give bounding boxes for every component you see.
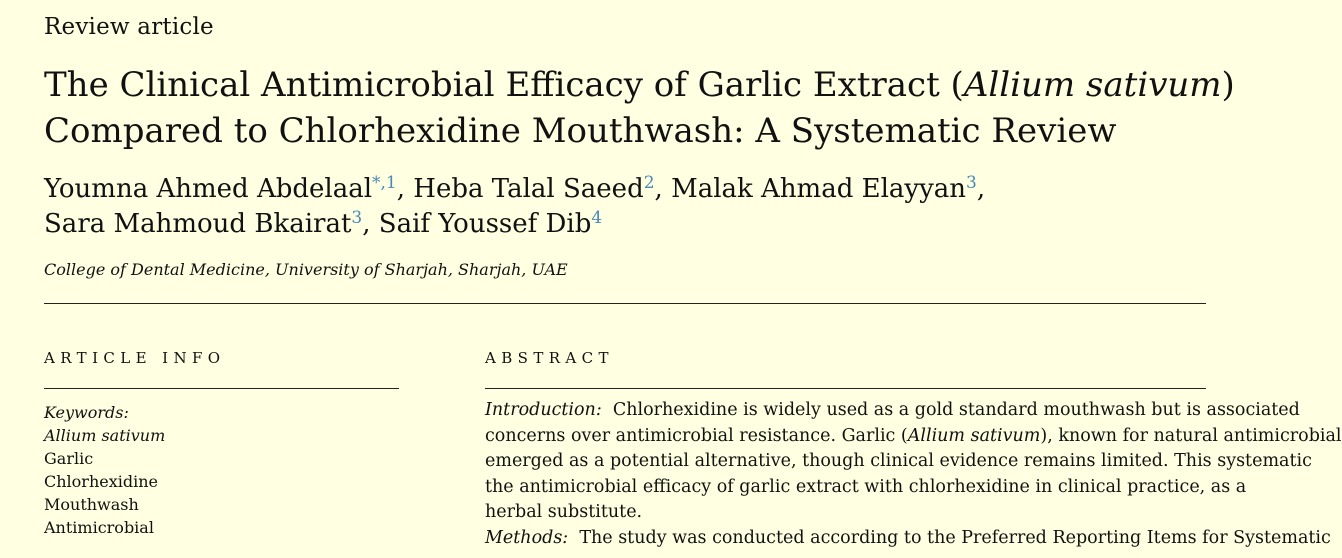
title-italic-species: Allium sativum bbox=[963, 65, 1222, 105]
keyword-item: Garlic bbox=[44, 449, 94, 468]
abstract-text: Chlorhexidine is widely used as a gold standard mouthwash but is associated bbox=[612, 400, 1300, 420]
author-separator: , bbox=[976, 174, 986, 204]
author-affiliation-link[interactable]: 3 bbox=[351, 208, 363, 228]
author-name: Malak Ahmad Elayyan bbox=[671, 174, 967, 204]
article-info-heading: ARTICLE INFO bbox=[44, 349, 226, 367]
abstract-introduction-label: Introduction: bbox=[485, 400, 602, 420]
keyword-item: Allium sativum bbox=[44, 426, 166, 445]
title-line-2: Compared to Chlorhexidine Mouthwash: A Systematic Review bbox=[44, 111, 1117, 151]
title-line-1-text: The Clinical Antimicrobial Efficacy of Garlic Extract ( bbox=[44, 65, 964, 105]
abstract-line bbox=[485, 398, 1300, 424]
author-name: Sara Mahmoud Bkairat bbox=[44, 209, 352, 239]
header-divider bbox=[44, 303, 1206, 304]
article-info-divider bbox=[44, 388, 399, 389]
affiliation: College of Dental Medicine, University of Sharjah, Sharjah, UAE bbox=[44, 260, 568, 279]
article-type: Review article bbox=[44, 14, 214, 40]
author-line-1 bbox=[44, 172, 985, 207]
abstract-text: The study was conducted according to the Preferred Reporting Items for Systematic bbox=[579, 527, 1331, 548]
author-affiliation-link[interactable]: *,1 bbox=[372, 173, 397, 193]
article-title bbox=[44, 62, 1235, 154]
abstract-text: ), known for natural antimicrobial bbox=[1040, 425, 1342, 446]
abstract-body bbox=[485, 398, 1342, 551]
keywords-label: Keywords: bbox=[44, 403, 129, 422]
keyword-item: Mouthwash bbox=[44, 495, 139, 514]
abstract-methods-label: Methods: bbox=[485, 527, 569, 548]
author-name: Heba Talal Saeed bbox=[413, 174, 644, 204]
author-affiliation-link[interactable]: 4 bbox=[591, 208, 603, 228]
abstract-line: the antimicrobial efficacy of garlic extract with chlorhexidine in clinical practice, as a bbox=[485, 476, 1247, 497]
keyword-item: Antimicrobial bbox=[44, 518, 154, 537]
keyword-item: Chlorhexidine bbox=[44, 472, 158, 491]
title-line-1-close: ) bbox=[1221, 65, 1235, 105]
author-separator: , bbox=[654, 174, 672, 204]
author-list bbox=[44, 172, 985, 242]
keywords-list bbox=[44, 401, 165, 539]
abstract-line bbox=[485, 424, 1342, 450]
abstract-divider bbox=[485, 388, 1206, 389]
author-affiliation-link[interactable]: 2 bbox=[643, 173, 655, 193]
author-separator: , bbox=[396, 174, 414, 204]
author-name: Saif Youssef Dib bbox=[378, 209, 592, 239]
title-line-1 bbox=[44, 62, 1235, 108]
abstract-line bbox=[485, 526, 1331, 552]
author-name: Youmna Ahmed Abdelaal bbox=[44, 174, 373, 204]
abstract-italic-species: Allium sativum bbox=[907, 425, 1041, 446]
abstract-line: emerged as a potential alternative, though clinical evidence remains limited. This systematic bbox=[485, 451, 1312, 471]
author-affiliation-link[interactable]: 3 bbox=[966, 173, 977, 193]
abstract-heading: ABSTRACT bbox=[485, 349, 614, 367]
author-line-2 bbox=[44, 207, 985, 242]
author-separator: , bbox=[362, 209, 379, 239]
abstract-line: herbal substitute. bbox=[485, 502, 643, 522]
abstract-text: concerns over antimicrobial resistance. Garlic ( bbox=[485, 425, 908, 446]
